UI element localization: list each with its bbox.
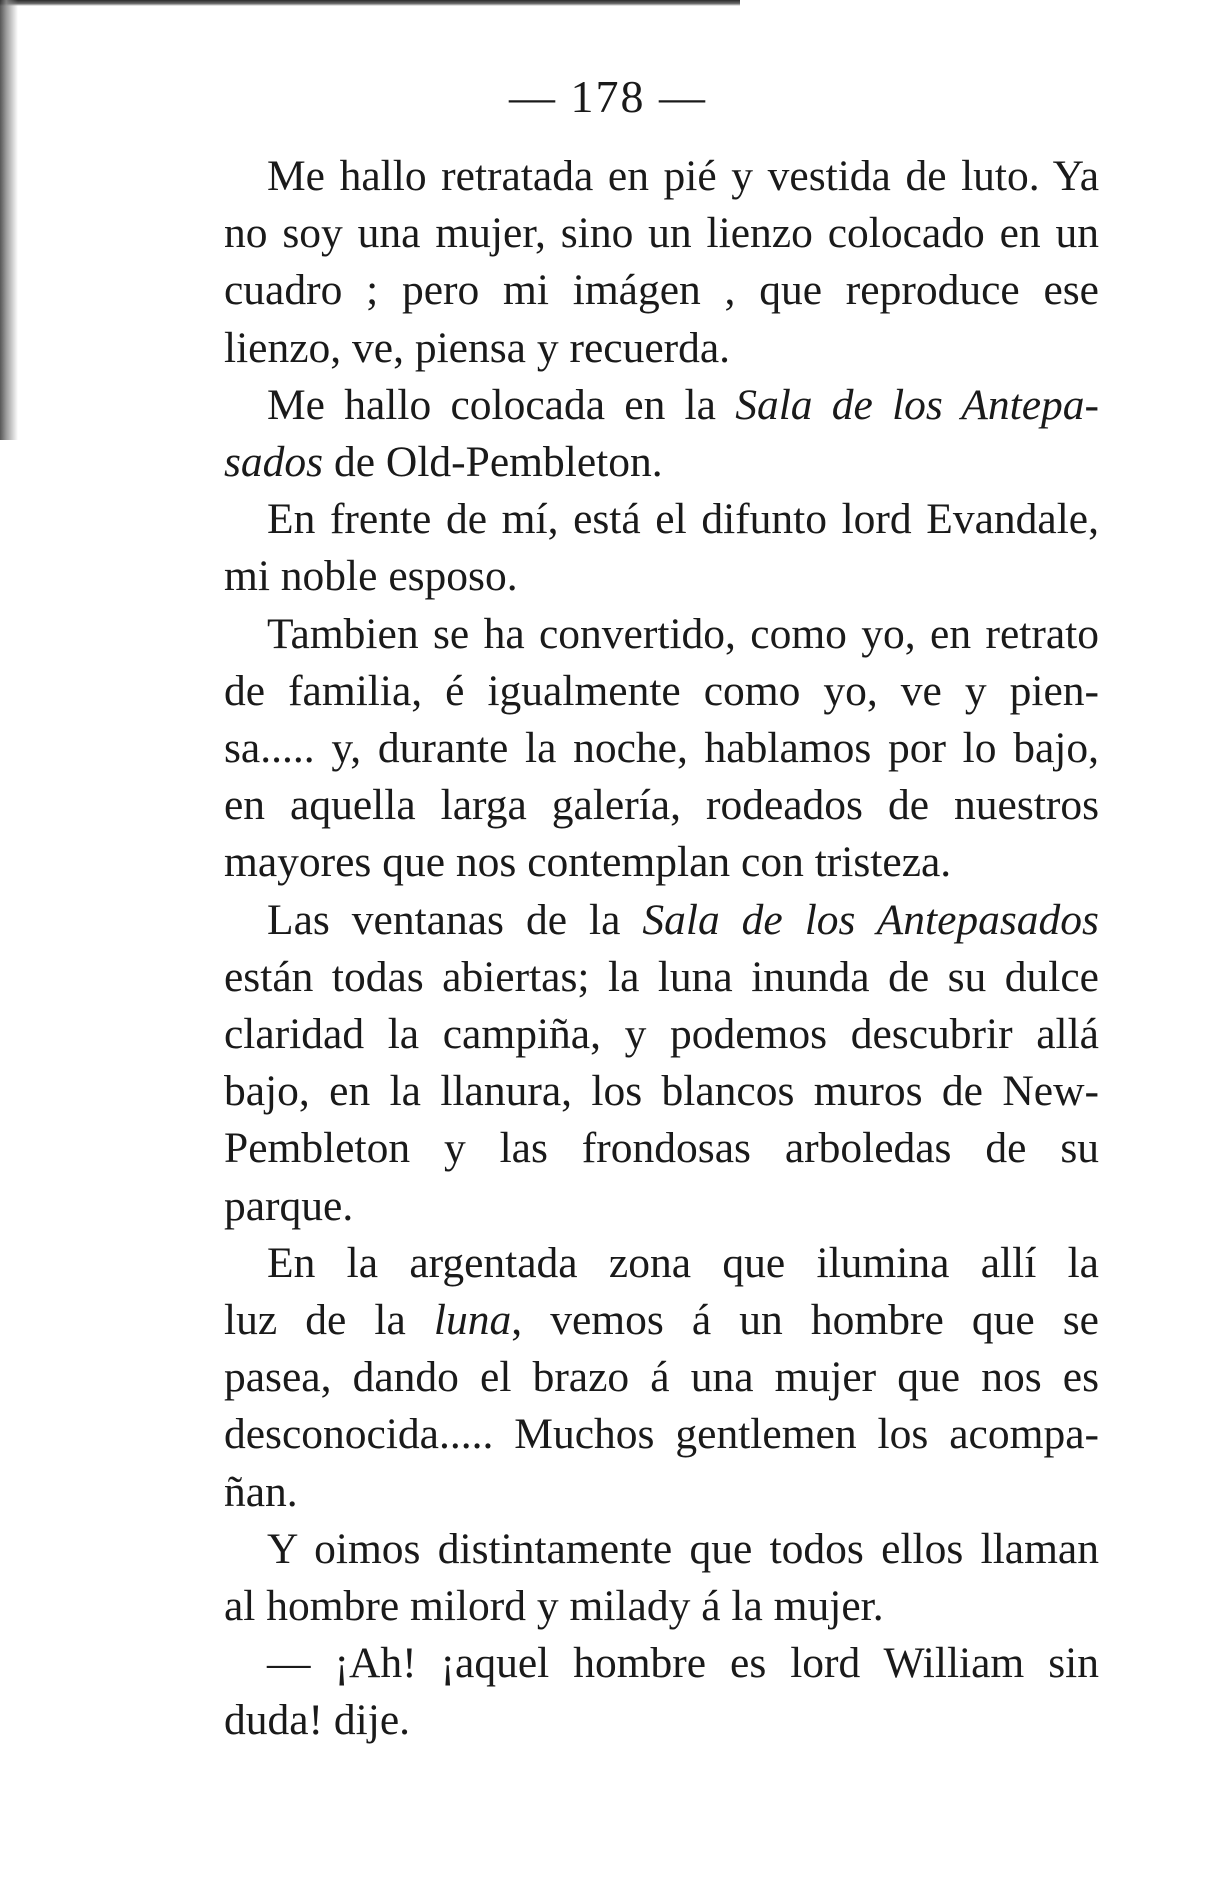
text-line	[181, 1692, 1099, 1749]
text-line	[181, 1406, 1099, 1463]
text-line	[181, 548, 1099, 605]
text-run: desconocida..... Muchos gentlemen los acompa-	[224, 1410, 1099, 1459]
text-line	[181, 1521, 1099, 1578]
text-run: — ¡Ah! ¡aquel hombre es lord William sin	[267, 1639, 1099, 1688]
italic-text-run: luna	[433, 1296, 512, 1345]
text-line	[181, 1635, 1099, 1692]
page-left-edge	[0, 0, 18, 440]
paragraph	[181, 148, 1099, 377]
text-line	[181, 1464, 1099, 1521]
text-run: Me hallo colocada en la	[267, 380, 736, 429]
text-line	[181, 606, 1099, 663]
text-run: de familia, é igualmente como yo, ve y pien-	[224, 666, 1099, 715]
text-line	[181, 377, 1099, 434]
paragraph	[181, 491, 1099, 605]
text-run: luz de la	[224, 1296, 434, 1345]
italic-text-run: sados	[224, 438, 324, 487]
text-line	[181, 1578, 1099, 1635]
text-line	[181, 777, 1099, 834]
text-run: lienzo, ve, piensa y recuerda.	[224, 323, 731, 372]
text-run: mayores que nos contemplan con tristeza.	[224, 838, 952, 887]
text-run: , vemos á un hombre que se	[511, 1296, 1099, 1345]
paragraph	[181, 892, 1099, 1235]
text-run: claridad la campiña, y podemos descubrir allá	[224, 1010, 1099, 1059]
text-run: al hombre milord y milady á la mujer.	[224, 1582, 884, 1631]
text-run: de Old-Pembleton.	[323, 438, 663, 487]
text-run: Pembleton y las frondosas arboledas de su	[224, 1124, 1099, 1173]
paragraph	[181, 1235, 1099, 1521]
text-run: cuadro ; pero mi imágen , que reproduce ese	[224, 266, 1099, 315]
text-line	[181, 262, 1099, 319]
text-line	[181, 1349, 1099, 1406]
body-text	[181, 148, 1099, 1750]
text-line	[181, 1006, 1099, 1063]
text-line	[181, 1178, 1099, 1235]
text-run: pasea, dando el brazo á una mujer que nos es	[224, 1353, 1099, 1402]
paragraph	[181, 1635, 1099, 1749]
italic-text-run: Sala de los Antepasados	[642, 895, 1099, 944]
text-run: Me hallo retratada en pié y vestida de luto. Ya	[267, 152, 1099, 200]
text-run: parque.	[224, 1181, 354, 1230]
text-line	[181, 1292, 1099, 1349]
paragraph	[181, 1521, 1099, 1635]
text-run: están todas abiertas; la luna inunda de su dulce	[224, 952, 1099, 1001]
text-line	[181, 434, 1099, 491]
text-line	[181, 720, 1099, 777]
paragraph	[181, 377, 1099, 491]
page-top-edge	[0, 0, 740, 6]
text-line	[181, 1120, 1099, 1177]
text-line	[181, 148, 1099, 205]
text-line	[181, 834, 1099, 891]
text-line	[181, 1063, 1099, 1120]
text-run: en aquella larga galería, rodeados de nuestros	[224, 781, 1099, 830]
text-run: duda! dije.	[224, 1696, 411, 1745]
page-number: — 178 —	[509, 71, 707, 122]
text-run: no soy una mujer, sino un lienzo colocado en un	[224, 209, 1099, 258]
text-run: ñan.	[224, 1467, 298, 1516]
text-run: bajo, en la llanura, los blancos muros de New-	[224, 1067, 1099, 1116]
text-line	[181, 491, 1099, 548]
text-run: mi noble esposo.	[224, 552, 518, 601]
text-run: En la argentada zona que ilumina allí la	[267, 1238, 1099, 1287]
text-line	[181, 320, 1099, 377]
text-line	[181, 205, 1099, 262]
text-line	[181, 892, 1099, 949]
text-run: Las ventanas de la	[267, 895, 643, 944]
text-line	[181, 1235, 1099, 1292]
text-run: Tambien se ha convertido, como yo, en retrato	[267, 609, 1099, 658]
paragraph	[181, 606, 1099, 892]
text-line	[181, 663, 1099, 720]
text-run: sa..... y, durante la noche, hablamos por lo bajo,	[224, 724, 1099, 773]
text-run: Y oimos distintamente que todos ellos llaman	[267, 1524, 1099, 1573]
text-line	[181, 949, 1099, 1006]
italic-text-run: Sala de los Antepa-	[735, 380, 1100, 429]
text-run: En frente de mí, está el difunto lord Evandale,	[267, 495, 1099, 544]
